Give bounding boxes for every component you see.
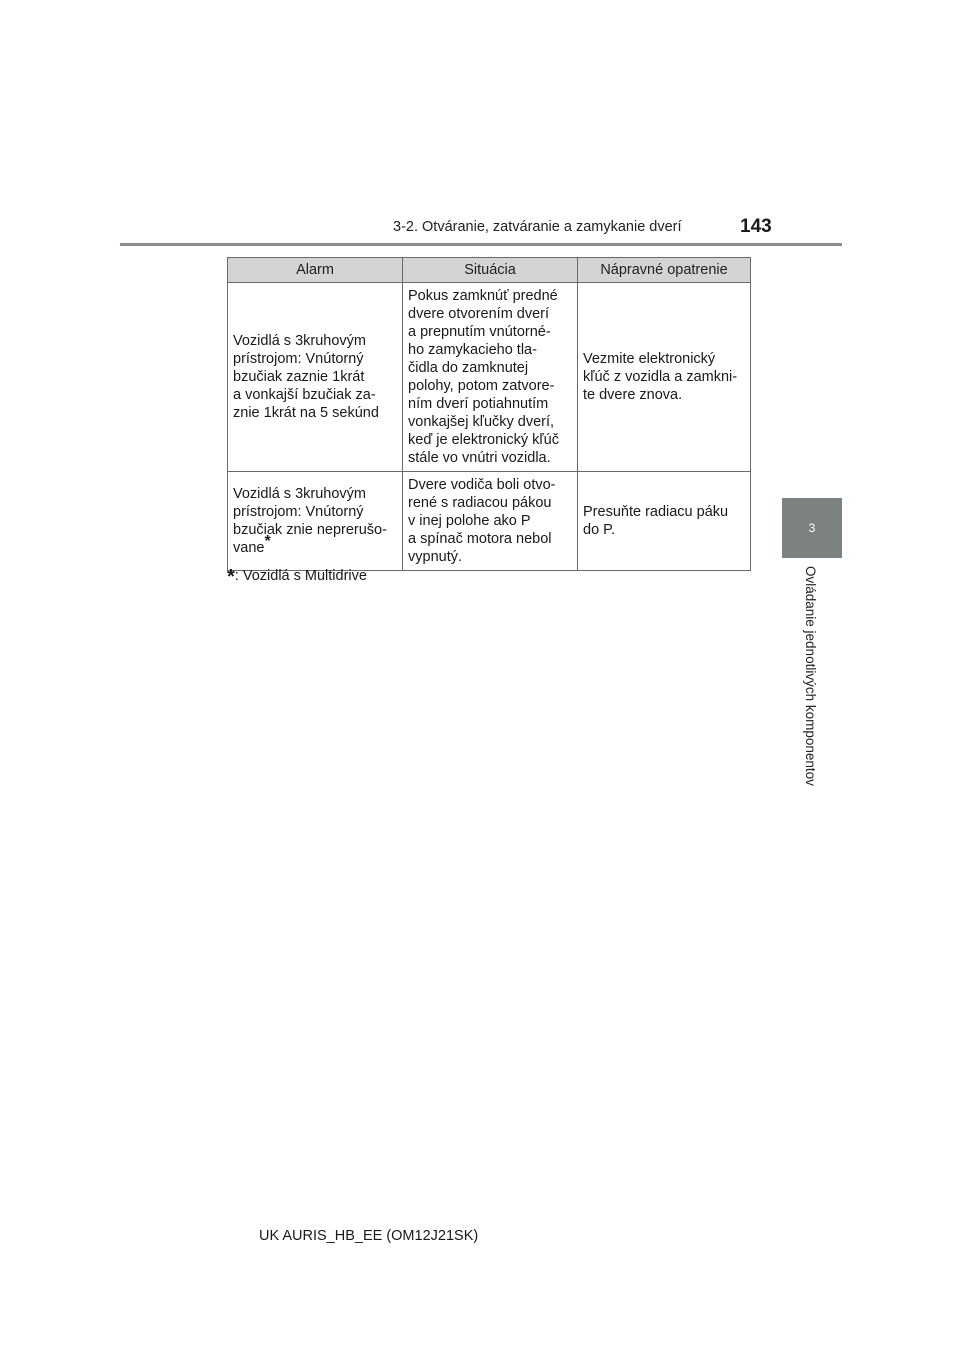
remedy-text: Presuňte radiacu páku do P.	[583, 504, 729, 538]
chapter-title: Ovládanie jednotlivých komponentov	[803, 566, 818, 786]
alarm-table	[227, 257, 751, 571]
situation-text: Pokus zamknúť predné dvere otvorením dverí a prepnutím vnútorné- ho zamykacieho tla- čidla do zamknutej polohy, potom zatvore- ním dverí potiahnutím vonkajšej kľučky dverí, keď je elektronický kľúč stále vo vnútri vozidla.	[408, 288, 559, 466]
remedy-cell	[578, 283, 751, 472]
footnote-star: *	[227, 566, 235, 588]
page-number: 143	[740, 216, 772, 237]
alarm-text: Vozidlá s 3kruhovým prístrojom: Vnútorný bzučiak znie neprerušo- vane	[233, 486, 387, 556]
situation-cell	[403, 472, 578, 571]
table-row	[228, 472, 751, 571]
remedy-text: Vezmite elektronický kľúč z vozidla a zamkni- te dvere znova.	[583, 351, 738, 403]
situation-text: Dvere vodiča boli otvo- rené s radiacou pákou v inej polohe ako P a spínač motora nebol vypnutý.	[408, 477, 556, 565]
document-code: UK AURIS_HB_EE (OM12J21SK)	[259, 1228, 479, 1244]
column-header-situation: Situácia	[403, 258, 578, 283]
alarm-cell	[228, 472, 403, 571]
footnote	[227, 566, 367, 589]
footnote-text: : Vozidlá s Multidrive	[234, 568, 367, 584]
alarm-cell	[228, 283, 403, 472]
chapter-number: 3	[808, 521, 816, 535]
alarm-text: Vozidlá s 3kruhovým prístrojom: Vnútorný bzučiak zaznie 1krát a vonkajší bzučiak za- znie 1krát na 5 sekúnd	[233, 333, 379, 421]
table-header-row	[228, 258, 751, 283]
header-divider	[120, 243, 842, 246]
section-title: 3-2. Otváranie, zatváranie a zamykanie dverí	[393, 219, 682, 235]
chapter-tab	[782, 498, 842, 558]
situation-cell	[403, 283, 578, 472]
table-row	[228, 283, 751, 472]
remedy-cell	[578, 472, 751, 571]
column-header-alarm: Alarm	[228, 258, 403, 283]
column-header-remedy: Nápravné opatrenie	[578, 258, 751, 283]
footnote-mark: *	[264, 533, 271, 551]
